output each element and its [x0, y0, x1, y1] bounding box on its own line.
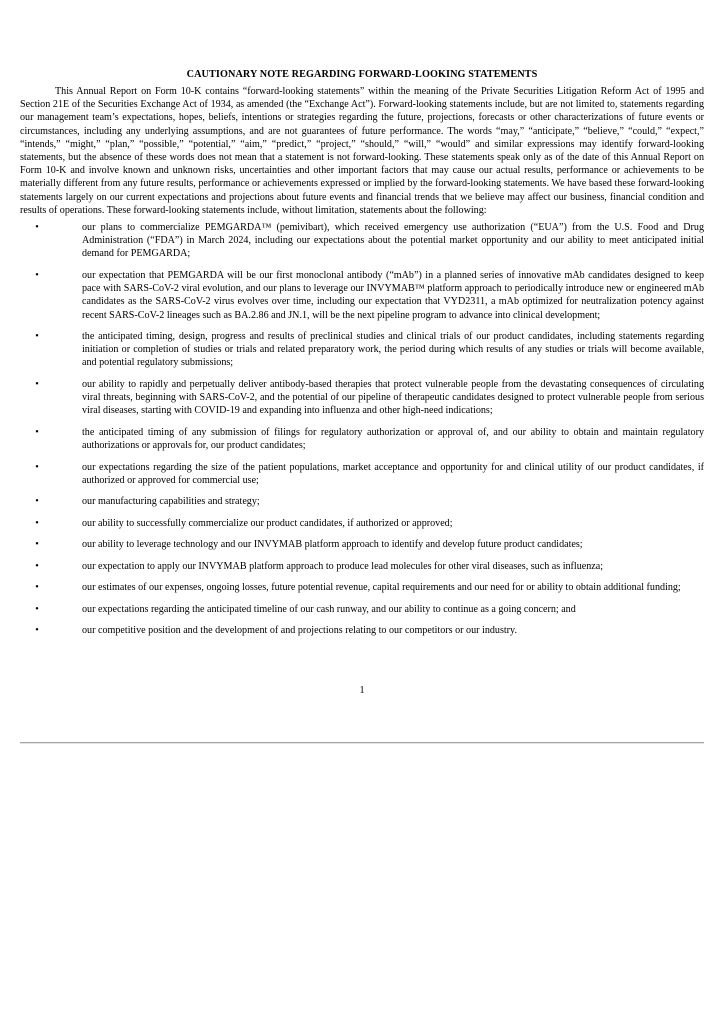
bullet-icon: •	[35, 461, 39, 473]
list-item	[20, 426, 704, 452]
bullet-icon: •	[35, 378, 39, 390]
list-item-text: our plans to commercialize PEMGARDA™ (pemivibart), which received emergency use authorization (“EUA”) from the U.S. Food and Drug Administration (“FDA”) in March 2024, including our expectations about the potential market opportunity and our ability to meet anticipated initial demand for PEMGARDA;	[82, 222, 704, 260]
list-item-text: our expectations regarding the anticipated timeline of our cash runway, and our ability to continue as a going concern; and	[82, 603, 576, 615]
list-item	[20, 330, 704, 370]
page-divider	[20, 742, 704, 744]
list-item-text: the anticipated timing of any submission of filings for regulatory authorization or approval of, and our ability to obtain and maintain regulatory authorizations or approvals for, our product candidates;	[82, 426, 704, 452]
list-item	[20, 517, 704, 530]
bullet-icon: •	[35, 426, 39, 438]
list-item	[20, 461, 704, 487]
list-item-text: our estimates of our expenses, ongoing losses, future potential revenue, capital requirements and our need for or ability to obtain additional funding;	[82, 582, 681, 594]
bullet-icon: •	[35, 496, 39, 508]
list-item-text: our expectation that PEMGARDA will be our first monoclonal antibody (“mAb”) in a planned series of innovative mAb candidates designed to keep pace with SARS-CoV-2 viral evolution, and our plans to leverage our INVYMAB™ platform approach to periodically introduce new or engineered mAb candidates as the SARS-CoV-2 virus evolves over time, including our expectation that VYD2311, a mAb optimized for neutralization potency against recent SARS-CoV-2 lineages such as BA.2.86 and JN.1, will be the next pipeline program to advance into clinical development;	[82, 269, 704, 321]
list-item	[20, 603, 704, 616]
list-item	[20, 221, 704, 261]
list-item	[20, 378, 704, 418]
list-item-text: our expectation to apply our INVYMAB platform approach to produce lead molecules for other viral diseases, such as influenza;	[82, 560, 604, 572]
list-item	[20, 495, 704, 508]
bullet-icon: •	[35, 222, 39, 234]
section-title: CAUTIONARY NOTE REGARDING FORWARD-LOOKING STATEMENTS	[186, 69, 538, 80]
bullet-icon: •	[35, 517, 39, 529]
list-item	[20, 269, 704, 322]
document-page	[20, 0, 704, 696]
bullet-icon: •	[35, 582, 39, 594]
list-item-text: our ability to rapidly and perpetually deliver antibody-based therapies that protect vulnerable people from the devastating consequences of circulating viral threats, beginning with SARS-CoV-2, and the potential of our pipeline of therapeutic candidates designed to protect vulnerable people from serious viral diseases, starting with COVID-19 and expanding into influenza and other high-need indications;	[82, 378, 704, 417]
list-item-text: the anticipated timing, design, progress and results of preclinical studies and clinical trials of our product candidates, including statements regarding initiation or completion of studies or trials and related preparatory work, the period during which results of any studies or trials will become available, and potential regulatory submissions;	[82, 331, 704, 369]
bullet-icon: •	[35, 625, 39, 637]
bullet-icon: •	[35, 539, 39, 551]
list-item	[20, 581, 704, 594]
bullet-icon: •	[35, 603, 39, 615]
forward-looking-statements-list	[20, 221, 704, 637]
list-item	[20, 560, 704, 573]
list-item-text: our ability to successfully commercialize our product candidates, if authorized or approved;	[82, 517, 453, 529]
list-item-text: our ability to leverage technology and our INVYMAB platform approach to identify and develop future product candidates;	[82, 539, 583, 551]
bullet-icon: •	[35, 331, 39, 343]
list-item	[20, 538, 704, 551]
intro-paragraph: This Annual Report on Form 10-K contains “forward-looking statements” within the meaning of the Private Securities Litigation Reform Act of 1995 and Section 21E of the Securities Exchange Act of 1934, as amended (the “Exchange Act”). Forward-looking statements include, but are not limited to, statements regarding our management team’s expectations, hopes, beliefs, intentions or strategies regarding the future, projections, forecasts or other characterizations of future events or circumstances, including any underlying assumptions, and are not guarantees of future performance. The words “may,” “anticipate,” “believe,” “could,” “expect,” “intends,” “might,” “plan,” “possible,” “potential,” “aim,” “predict,” “project,” “should,” “will,” “would” and similar expressions may identify forward-looking statements, but the absence of these words does not mean that a statement is not forward-looking. These statements speak only as of the date of this Annual Report on Form 10-K and involve known and unknown risks, uncertainties and other important factors that may cause our actual results, performance or achievements to be materially different from any future results, performance or achievements expressed or implied by the forward-looking statements. We have based these forward-looking statements largely on our current expectations and projections about future events and financial trends that we believe may affect our business, financial condition and results of operations. These forward-looking statements include, without limitation, statements about the following:	[20, 86, 704, 216]
list-item-text: our competitive position and the development of and projections relating to our competitors or our industry.	[82, 625, 517, 637]
bullet-icon: •	[35, 560, 39, 572]
page-number: 1	[359, 685, 365, 696]
list-item-text: our manufacturing capabilities and strategy;	[82, 496, 260, 508]
list-item	[20, 624, 704, 637]
list-item-text: our expectations regarding the size of the patient populations, market acceptance and opportunity for and clinical utility of our product candidates, if authorized or approved for commercial use;	[82, 461, 704, 486]
bullet-icon: •	[35, 269, 39, 281]
